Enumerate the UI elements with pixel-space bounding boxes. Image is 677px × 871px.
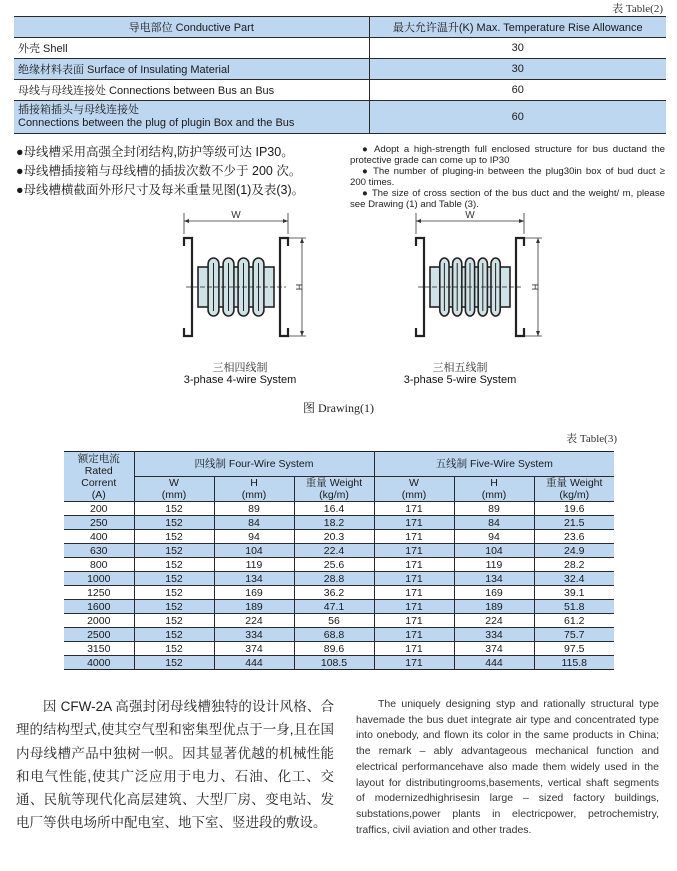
table-row xyxy=(14,38,666,59)
four-wire-weight-cell: 25.6 xyxy=(294,558,374,572)
table-row xyxy=(64,516,614,530)
rated-current-cell: 1000 xyxy=(64,572,134,586)
header-line: (mm) xyxy=(401,489,427,501)
five-wire-w-cell: 171 xyxy=(374,642,454,656)
bullet-item: ●母线槽插接箱与母线槽的插拔次数不少于 200 次。 xyxy=(16,164,302,178)
four-wire-weight-cell: 16.4 xyxy=(294,502,374,516)
group-header-five-wire: 五线制 Five-Wire System xyxy=(374,452,614,477)
column-header-w xyxy=(134,477,214,502)
part-cell: 母线与母线连接处 Connections between Bus an Bus xyxy=(14,80,369,101)
figure-caption: 图 Drawing(1) xyxy=(303,401,374,415)
rated-current-cell: 2500 xyxy=(64,628,134,642)
five-wire-h-cell: 89 xyxy=(454,502,534,516)
five-wire-w-cell: 171 xyxy=(374,530,454,544)
four-wire-h-cell: 189 xyxy=(214,600,294,614)
header-line: (mm) xyxy=(161,489,187,501)
four-wire-weight-cell: 68.8 xyxy=(294,628,374,642)
four-wire-h-cell: 104 xyxy=(214,544,294,558)
bullet-item: ● The number of pluging-in between the plug30in box of bud duct ≥ 200 times. xyxy=(350,166,665,188)
four-wire-h-cell: 374 xyxy=(214,642,294,656)
header-line: (kg/m) xyxy=(559,489,590,501)
four-wire-w-cell: 152 xyxy=(134,642,214,656)
rated-current-cell: 800 xyxy=(64,558,134,572)
four-wire-w-cell: 152 xyxy=(134,600,214,614)
header-line: (mm) xyxy=(481,489,507,501)
value-cell: 30 xyxy=(369,59,666,80)
five-wire-w-cell: 171 xyxy=(374,600,454,614)
table-row xyxy=(64,642,614,656)
temperature-rise-table xyxy=(14,16,666,134)
header-line: (kg/m) xyxy=(319,489,349,501)
four-wire-weight-cell: 89.6 xyxy=(294,642,374,656)
table-row xyxy=(64,530,614,544)
four-wire-weight-cell: 18.2 xyxy=(294,516,374,530)
rated-current-cell: 3150 xyxy=(64,642,134,656)
drawing-caption-en: 3-phase 4-wire System xyxy=(183,374,297,386)
five-wire-h-cell: 119 xyxy=(454,558,534,572)
five-wire-w-cell: 171 xyxy=(374,656,454,670)
four-wire-weight-cell: 22.4 xyxy=(294,544,374,558)
five-wire-weight-cell: 61.2 xyxy=(534,614,614,628)
four-wire-h-cell: 224 xyxy=(214,614,294,628)
five-wire-weight-cell: 39.1 xyxy=(534,586,614,600)
rated-current-cell: 400 xyxy=(64,530,134,544)
part-cn: 插接箱插头与母线连接处 xyxy=(18,104,139,116)
five-wire-w-cell: 171 xyxy=(374,516,454,530)
four-wire-weight-cell: 28.8 xyxy=(294,572,374,586)
header-line: H xyxy=(490,477,498,489)
bullet-item: ●母线槽采用高强全封闭结构,防护等级可达 IP30。 xyxy=(16,145,294,159)
value-cell: 60 xyxy=(369,101,666,134)
table-row xyxy=(64,614,614,628)
five-wire-w-cell: 171 xyxy=(374,586,454,600)
five-wire-w-cell: 171 xyxy=(374,572,454,586)
rated-current-cell: 1600 xyxy=(64,600,134,614)
height-label: H xyxy=(294,283,304,291)
four-wire-h-cell: 89 xyxy=(214,502,294,516)
drawing-caption-en: 3-phase 5-wire System xyxy=(403,374,517,386)
five-wire-weight-cell: 97.5 xyxy=(534,642,614,656)
table-row xyxy=(64,572,614,586)
dimensions-weight-table xyxy=(64,451,614,670)
four-wire-w-cell: 152 xyxy=(134,516,214,530)
group-header-four-wire: 四线制 Four-Wire System xyxy=(134,452,374,477)
four-wire-w-cell: 152 xyxy=(134,572,214,586)
column-header-weight xyxy=(294,477,374,502)
four-wire-w-cell: 152 xyxy=(134,614,214,628)
five-wire-w-cell: 171 xyxy=(374,544,454,558)
column-header-h xyxy=(454,477,534,502)
table3-caption: 表 Table(3) xyxy=(566,433,617,445)
description-chinese xyxy=(16,695,334,835)
five-wire-weight-cell: 19.6 xyxy=(534,502,614,516)
five-wire-h-cell: 94 xyxy=(454,530,534,544)
drawing-5-wire xyxy=(392,208,552,353)
drawing-caption-cn: 三相五线制 xyxy=(432,362,488,374)
four-wire-weight-cell: 36.2 xyxy=(294,586,374,600)
table-row xyxy=(64,544,614,558)
part-cell: 绝缘材料表面 Surface of Insulating Material xyxy=(14,59,369,80)
value-cell: 60 xyxy=(369,80,666,101)
five-wire-h-cell: 224 xyxy=(454,614,534,628)
header-line: 重量 Weight xyxy=(305,477,363,489)
five-wire-h-cell: 84 xyxy=(454,516,534,530)
five-wire-h-cell: 444 xyxy=(454,656,534,670)
table2-caption: 表 Table(2) xyxy=(612,3,663,15)
table-row xyxy=(14,101,666,134)
description-english xyxy=(356,697,659,838)
five-wire-weight-cell: 28.2 xyxy=(534,558,614,572)
five-wire-w-cell: 171 xyxy=(374,614,454,628)
table-row xyxy=(14,80,666,101)
four-wire-h-cell: 334 xyxy=(214,628,294,642)
header-line: (A) xyxy=(91,488,106,501)
part-cell: 外壳 Shell xyxy=(14,38,369,59)
five-wire-weight-cell: 21.5 xyxy=(534,516,614,530)
column-header-w xyxy=(374,477,454,502)
five-wire-w-cell: 171 xyxy=(374,628,454,642)
four-wire-weight-cell: 56 xyxy=(294,614,374,628)
value-cell: 30 xyxy=(369,38,666,59)
bullets-english xyxy=(350,144,665,210)
five-wire-weight-cell: 115.8 xyxy=(534,656,614,670)
header-line: 重量 Weight xyxy=(546,477,603,489)
header-line: 额定电流 xyxy=(77,452,120,465)
part-cell xyxy=(14,101,369,134)
busduct-cross-section-5wire xyxy=(392,208,552,348)
five-wire-weight-cell: 75.7 xyxy=(534,628,614,642)
five-wire-h-cell: 169 xyxy=(454,586,534,600)
four-wire-h-cell: 169 xyxy=(214,586,294,600)
drawing-caption-cn: 三相四线制 xyxy=(212,362,268,374)
table-row xyxy=(64,600,614,614)
four-wire-h-cell: 134 xyxy=(214,572,294,586)
paragraph-en: The uniquely designing styp and rationally structural type havemade the bus duet integrate air type and concentrated type into onebody, and flown its color in the same products in China; the remark – ably advantageous mechanical function and electrical performancehave also made them widely used in the layout for distributingrooms,basements, vertical shaft segments of modernizedhighrisesin large – sized factory buildings, substations,power plants in electricpower, petrochemistry, traffics, civil aviation and other trades. xyxy=(356,698,659,836)
table-row xyxy=(64,656,614,670)
four-wire-weight-cell: 108.5 xyxy=(294,656,374,670)
header-line: Corrent xyxy=(81,476,117,489)
header-line: H xyxy=(250,477,258,489)
four-wire-w-cell: 152 xyxy=(134,544,214,558)
table-row xyxy=(64,586,614,600)
five-wire-w-cell: 171 xyxy=(374,558,454,572)
four-wire-w-cell: 152 xyxy=(134,628,214,642)
table-row xyxy=(64,628,614,642)
header-line: (mm) xyxy=(241,489,267,501)
paragraph-cn: 因 CFW-2A 高强封闭母线槽独特的设计风格、合理的结构型式,使其空气型和密集型优点于一身,且在国内母线槽产品中独树一帜。因其显著优越的机械性能和电气性能,使其广泛应用于电力、石油、化工、交通、民航等现代化高层建筑、大型厂房、变电站、发电厂等供电场所中配电室、地下室、竖进段的敷设。 xyxy=(16,699,335,831)
drawing-4-wire xyxy=(160,208,320,353)
four-wire-h-cell: 94 xyxy=(214,530,294,544)
table-row xyxy=(14,59,666,80)
column-header-h xyxy=(214,477,294,502)
rated-current-cell: 250 xyxy=(64,516,134,530)
rated-current-cell: 4000 xyxy=(64,656,134,670)
bullets-chinese xyxy=(16,143,304,200)
rated-current-cell: 2000 xyxy=(64,614,134,628)
four-wire-h-cell: 84 xyxy=(214,516,294,530)
rated-current-cell: 1250 xyxy=(64,586,134,600)
column-header-part: 导电部位 Conductive Part xyxy=(14,17,369,38)
table-sub-header-row xyxy=(64,477,614,502)
rated-current-cell: 200 xyxy=(64,502,134,516)
four-wire-w-cell: 152 xyxy=(134,530,214,544)
five-wire-h-cell: 134 xyxy=(454,572,534,586)
four-wire-w-cell: 152 xyxy=(134,656,214,670)
table-row xyxy=(64,502,614,516)
column-header-temp-rise: 最大允许温升(K) Max. Temperature Rise Allowance xyxy=(369,17,666,38)
busduct-cross-section-4wire xyxy=(160,208,320,348)
five-wire-h-cell: 374 xyxy=(454,642,534,656)
four-wire-h-cell: 444 xyxy=(214,656,294,670)
five-wire-h-cell: 334 xyxy=(454,628,534,642)
five-wire-weight-cell: 32.4 xyxy=(534,572,614,586)
bullet-item: ● The size of cross section of the bus duct and the weight/ m, please see Drawing (1) and Table (3). xyxy=(350,188,665,210)
table-row xyxy=(64,558,614,572)
four-wire-weight-cell: 20.3 xyxy=(294,530,374,544)
four-wire-h-cell: 119 xyxy=(214,558,294,572)
five-wire-h-cell: 104 xyxy=(454,544,534,558)
column-header-rated-current xyxy=(64,452,134,502)
five-wire-w-cell: 171 xyxy=(374,502,454,516)
column-header-weight xyxy=(534,477,614,502)
header-line: W xyxy=(409,477,419,489)
five-wire-weight-cell: 23.6 xyxy=(534,530,614,544)
table-group-header-row xyxy=(64,452,614,477)
five-wire-weight-cell: 24.9 xyxy=(534,544,614,558)
height-label: H xyxy=(530,283,540,291)
width-label: W xyxy=(465,210,475,221)
five-wire-weight-cell: 51.8 xyxy=(534,600,614,614)
header-line: W xyxy=(169,477,179,489)
table-header-row xyxy=(14,17,666,38)
width-label: W xyxy=(231,210,241,221)
four-wire-w-cell: 152 xyxy=(134,502,214,516)
five-wire-h-cell: 189 xyxy=(454,600,534,614)
rated-current-cell: 630 xyxy=(64,544,134,558)
bullet-item: ● Adopt a high-strength full enclosed structure for bus ductand the protective grade can come up to IP30 xyxy=(350,144,665,166)
header-line: Rated xyxy=(84,464,113,477)
part-en: Connections between the plug of plugin Box and the Bus xyxy=(18,117,295,129)
four-wire-weight-cell: 47.1 xyxy=(294,600,374,614)
four-wire-w-cell: 152 xyxy=(134,558,214,572)
four-wire-w-cell: 152 xyxy=(134,586,214,600)
bullet-item: ●母线槽横截面外形尺寸及每米重量见图(1)及表(3)。 xyxy=(16,183,305,197)
